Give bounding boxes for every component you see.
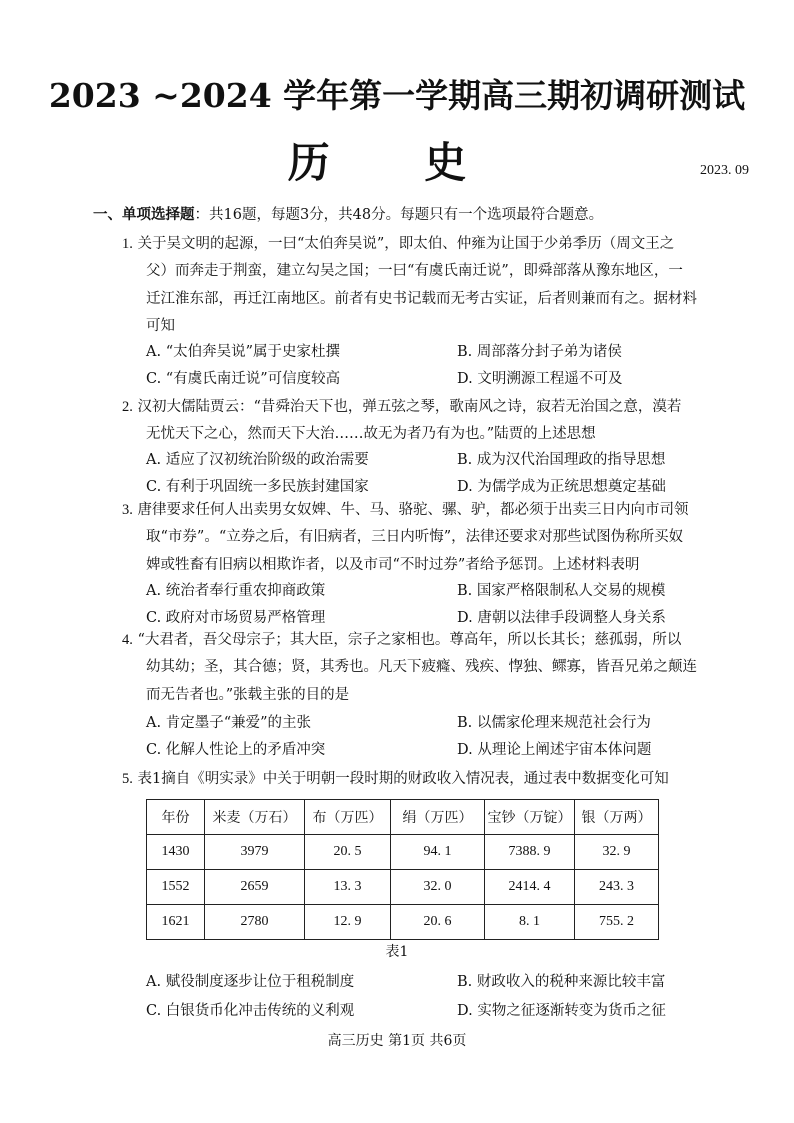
stem-line: 婢或牲畜有旧病以相欺诈者，以及市司“不时过券”者给予惩罚。上述材料表明 [146,556,640,573]
question-number: 3. [122,502,133,518]
option-b[interactable]: B. 成为汉代治国理政的指导思想 [457,452,666,468]
option-c[interactable]: C. 有利于巩固统一多民族封建国家 [146,479,369,495]
table-cell: 3979 [205,835,305,870]
option-a[interactable]: A. 统治者奉行重农抑商政策 [146,583,326,599]
revenue-table [146,799,659,940]
table-header-cell: 宝钞（万锭） [485,800,575,835]
question-number: 4. [122,632,133,648]
stem-line: 幼其幼；圣，其合德；贤，其秀也。凡天下疲癃、残疾、惸独、鳏寡，皆吾兄弟之颠连 [146,659,697,676]
table-header-cell: 银（万两） [575,800,659,835]
question-1-stem [122,231,734,340]
table-row [147,870,659,905]
question-5-stem [122,766,734,793]
stem-line: 唐律要求任何人出卖男女奴婢、牛、马、骆驼、骡、驴，都必须于出卖三日内向市司领 [137,502,689,518]
option-a[interactable]: A. “太伯奔吴说”属于史家杜撰 [146,344,341,360]
exam-title: 2023 ~2024 学年第一学期高三期初调研测试 [48,76,746,115]
option-b[interactable]: B. 以儒家伦理来规范社会行为 [457,715,651,731]
table-header-cell: 米麦（万石） [205,800,305,835]
question-2-stem [122,394,734,449]
table-header-row [147,800,659,835]
table-cell: 1621 [147,905,205,940]
stem-line: 父）而奔走于荆蛮，建立勾吴之国；一曰“有虞氏南迁说”，即舜部落从豫东地区，一 [146,263,683,280]
stem-line: 关于吴文明的起源，一曰“太伯奔吴说”，即太伯、仲雍为让国于少弟季历（周文王之 [137,236,675,252]
option-d[interactable]: D. 从理论上阐述宇宙本体问题 [457,742,652,758]
stem-line: “大君者，吾父母宗子；其大臣，宗子之家相也。尊高年，所以长其长；慈孤弱，所以 [137,632,682,648]
stem-line: 取“市券”。“立券之后，有旧病者，三日内听悔”，法律还要求对那些试图伪称所买奴 [146,529,684,546]
stem-line: 而无告者也。”张载主张的目的是 [146,686,350,703]
table-cell: 1430 [147,835,205,870]
option-d[interactable]: D. 唐朝以法律手段调整人身关系 [457,610,666,626]
option-d[interactable]: D. 文明溯源工程遥不可及 [457,371,623,387]
option-a[interactable]: A. 适应了汉初统治阶级的政治需要 [146,452,369,468]
table-cell: 8. 1 [485,905,575,940]
table-header-cell: 布（万匹） [305,800,391,835]
page-footer: 高三历史 第1页 共6页 [327,1033,467,1049]
stem-line: 汉初大儒陆贾云：“昔舜治天下也，弹五弦之琴，歌南风之诗，寂若无治国之意，漠若 [137,399,682,415]
option-a[interactable]: A. 肯定墨子“兼爱”的主张 [146,715,312,731]
exam-date: 2023. 09 [700,163,749,178]
table-header-cell: 年份 [147,800,205,835]
table-cell: 755. 2 [575,905,659,940]
table-cell: 32. 0 [391,870,485,905]
option-b[interactable]: B. 国家严格限制私人交易的规模 [457,583,666,599]
subject-title: 历 史 [287,138,507,187]
stem-line: 表1摘自《明实录》中关于明朝一段时期的财政收入情况表，通过表中数据变化可知 [137,771,669,787]
table-cell: 12. 9 [305,905,391,940]
section-instructions: ：共16题，每题3分，共48分。每题只有一个选项最符合题意。 [194,207,604,223]
question-number: 5. [122,771,133,787]
option-b[interactable]: B. 周部落分封子弟为诸侯 [457,344,622,360]
table-cell: 7388. 9 [485,835,575,870]
table-caption: 表1 [385,944,409,960]
stem-line: 迁江淮东部，再迁江南地区。前者有史书记载而无考古实证，后者则兼而有之。据材料 [146,290,697,307]
option-b[interactable]: B. 财政收入的税种来源比较丰富 [457,974,666,990]
question-4-stem [122,627,734,709]
table-cell: 2659 [205,870,305,905]
table-cell: 94. 1 [391,835,485,870]
option-d[interactable]: D. 为儒学成为正统思想奠定基础 [457,479,666,495]
question-number: 1. [122,236,133,252]
table-row [147,835,659,870]
table-cell: 20. 5 [305,835,391,870]
option-a[interactable]: A. 赋役制度逐步让位于租税制度 [146,974,355,990]
section-label: 一、单项选择题 [93,206,195,223]
table-cell: 243. 3 [575,870,659,905]
table-cell: 20. 6 [391,905,485,940]
table-cell: 2780 [205,905,305,940]
table-row [147,905,659,940]
stem-line: 可知 [146,317,175,334]
question-3-stem [122,497,734,579]
table-cell: 13. 3 [305,870,391,905]
option-c[interactable]: C. 政府对市场贸易严格管理 [146,610,326,626]
option-c[interactable]: C. 白银货币化冲击传统的义利观 [146,1003,355,1019]
table-cell: 32. 9 [575,835,659,870]
table-cell: 2414. 4 [485,870,575,905]
option-d[interactable]: D. 实物之征逐渐转变为货币之征 [457,1003,666,1019]
question-number: 2. [122,399,133,415]
stem-line: 无忧天下之心，然而天下大治……故无为者乃有为也。”陆贾的上述思想 [146,426,596,443]
table-cell: 1552 [147,870,205,905]
section-heading [93,203,603,224]
option-c[interactable]: C. “有虞氏南迁说”可信度较高 [146,371,341,387]
table-header-cell: 绢（万匹） [391,800,485,835]
option-c[interactable]: C. 化解人性论上的矛盾冲突 [146,742,326,758]
